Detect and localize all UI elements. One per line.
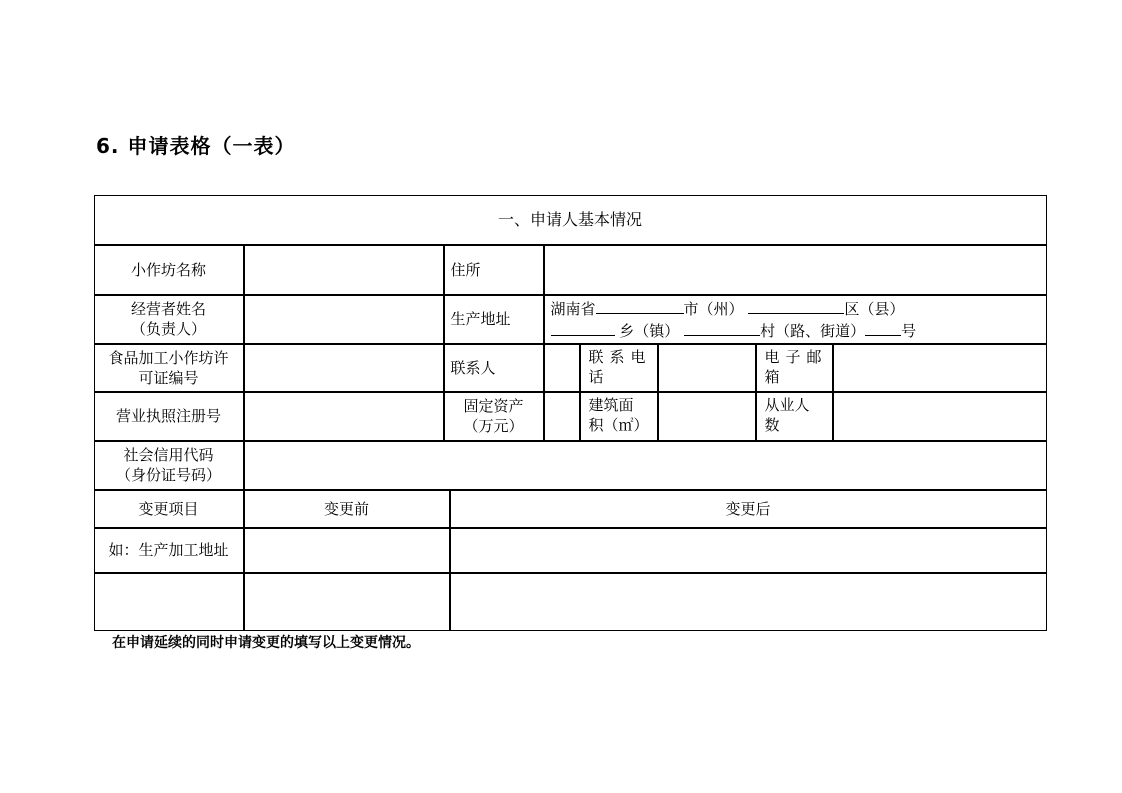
blank-village[interactable] <box>684 319 760 336</box>
label-fixed-assets-line1: 固定资产 <box>463 397 524 415</box>
footer-note: 在申请延续的同时申请变更的填写以上变更情况。 <box>112 635 420 651</box>
operator-name-field[interactable] <box>244 295 444 344</box>
label-business-license <box>94 392 244 441</box>
label-fixed-assets-line2: （万元） <box>463 417 524 435</box>
blank-district[interactable] <box>748 297 844 314</box>
blank-township[interactable] <box>551 319 615 336</box>
blank-number[interactable] <box>865 319 901 336</box>
label-license-no-line2: 可证编号 <box>138 368 199 387</box>
header-before-change <box>244 490 450 528</box>
label-operator-name <box>94 295 244 344</box>
label-fixed-assets <box>444 392 544 441</box>
email-field[interactable] <box>833 344 1047 392</box>
label-building-area-line2: 积（㎡） <box>588 415 649 434</box>
label-email-line1: 电子邮 <box>764 347 828 366</box>
label-credit-code-text: 社会信用代码 <box>123 446 214 464</box>
address-province: 湖南省 <box>550 300 596 318</box>
section-title-text: 一、申请人基本情况 <box>497 209 642 229</box>
label-id-number-text: （身份证号码） <box>115 466 221 484</box>
residence-field[interactable] <box>544 245 1047 295</box>
blank-city[interactable] <box>596 297 684 314</box>
label-employees-line1: 从业人 <box>764 395 810 414</box>
contact-person-field[interactable] <box>544 344 580 392</box>
label-operator-name-note: （负责人） <box>130 320 206 338</box>
phone-field[interactable] <box>658 344 756 392</box>
page-heading: 6. 申请表格（一表） <box>96 134 296 158</box>
label-operator-name-text: 经营者姓名 <box>130 300 206 318</box>
address-city: 市（州） <box>683 300 744 318</box>
label-production-address <box>444 295 544 344</box>
label-contact-person-text: 联系人 <box>450 358 496 377</box>
label-residence <box>444 245 544 295</box>
license-no-field[interactable] <box>244 344 444 392</box>
employees-field[interactable] <box>833 392 1047 441</box>
label-employees-line2: 数 <box>764 415 780 434</box>
label-license-no-line1: 食品加工小作坊许 <box>108 348 229 367</box>
application-form <box>94 195 1047 631</box>
label-contact-person <box>444 344 544 392</box>
label-building-area-line1: 建筑面 <box>588 395 634 414</box>
example-change-item-text: 如：生产加工地址 <box>108 541 229 559</box>
header-change-item <box>94 490 244 528</box>
fixed-assets-field[interactable] <box>544 392 580 441</box>
section-title <box>94 195 1047 245</box>
label-employees <box>756 392 833 441</box>
example-before-field[interactable] <box>244 528 450 573</box>
address-district: 区（县） <box>844 300 905 318</box>
workshop-name-field[interactable] <box>244 245 444 295</box>
address-line-2 <box>551 319 917 341</box>
address-line-1 <box>551 297 905 319</box>
label-email-line2: 箱 <box>764 367 786 386</box>
label-business-license-text: 营业执照注册号 <box>115 407 221 425</box>
change-item-field[interactable] <box>94 573 244 631</box>
label-workshop-name <box>94 245 244 295</box>
business-license-field[interactable] <box>244 392 444 441</box>
label-phone <box>580 344 658 392</box>
header-before-change-text: 变更前 <box>323 499 369 518</box>
production-address-field[interactable] <box>544 295 1047 344</box>
header-after-change-text: 变更后 <box>725 499 771 518</box>
label-residence-text: 住所 <box>450 260 481 279</box>
example-after-field[interactable] <box>450 528 1047 573</box>
address-number: 号 <box>901 322 917 340</box>
label-phone-line2: 话 <box>588 367 610 386</box>
example-change-item <box>94 528 244 573</box>
label-license-no <box>94 344 244 392</box>
credit-code-field[interactable] <box>244 441 1047 490</box>
label-phone-line1: 联系电 <box>588 347 652 366</box>
label-workshop-name-text: 小作坊名称 <box>130 260 206 279</box>
building-area-field[interactable] <box>658 392 756 441</box>
header-change-item-text: 变更项目 <box>138 499 199 518</box>
before-change-field[interactable] <box>244 573 450 631</box>
label-production-address-text: 生产地址 <box>450 310 511 328</box>
label-credit-code <box>94 441 244 490</box>
after-change-field[interactable] <box>450 573 1047 631</box>
address-township: 乡（镇） <box>619 322 680 340</box>
address-village: 村（路、街道） <box>760 322 866 340</box>
label-email <box>756 344 833 392</box>
header-after-change <box>450 490 1047 528</box>
label-building-area <box>580 392 658 441</box>
